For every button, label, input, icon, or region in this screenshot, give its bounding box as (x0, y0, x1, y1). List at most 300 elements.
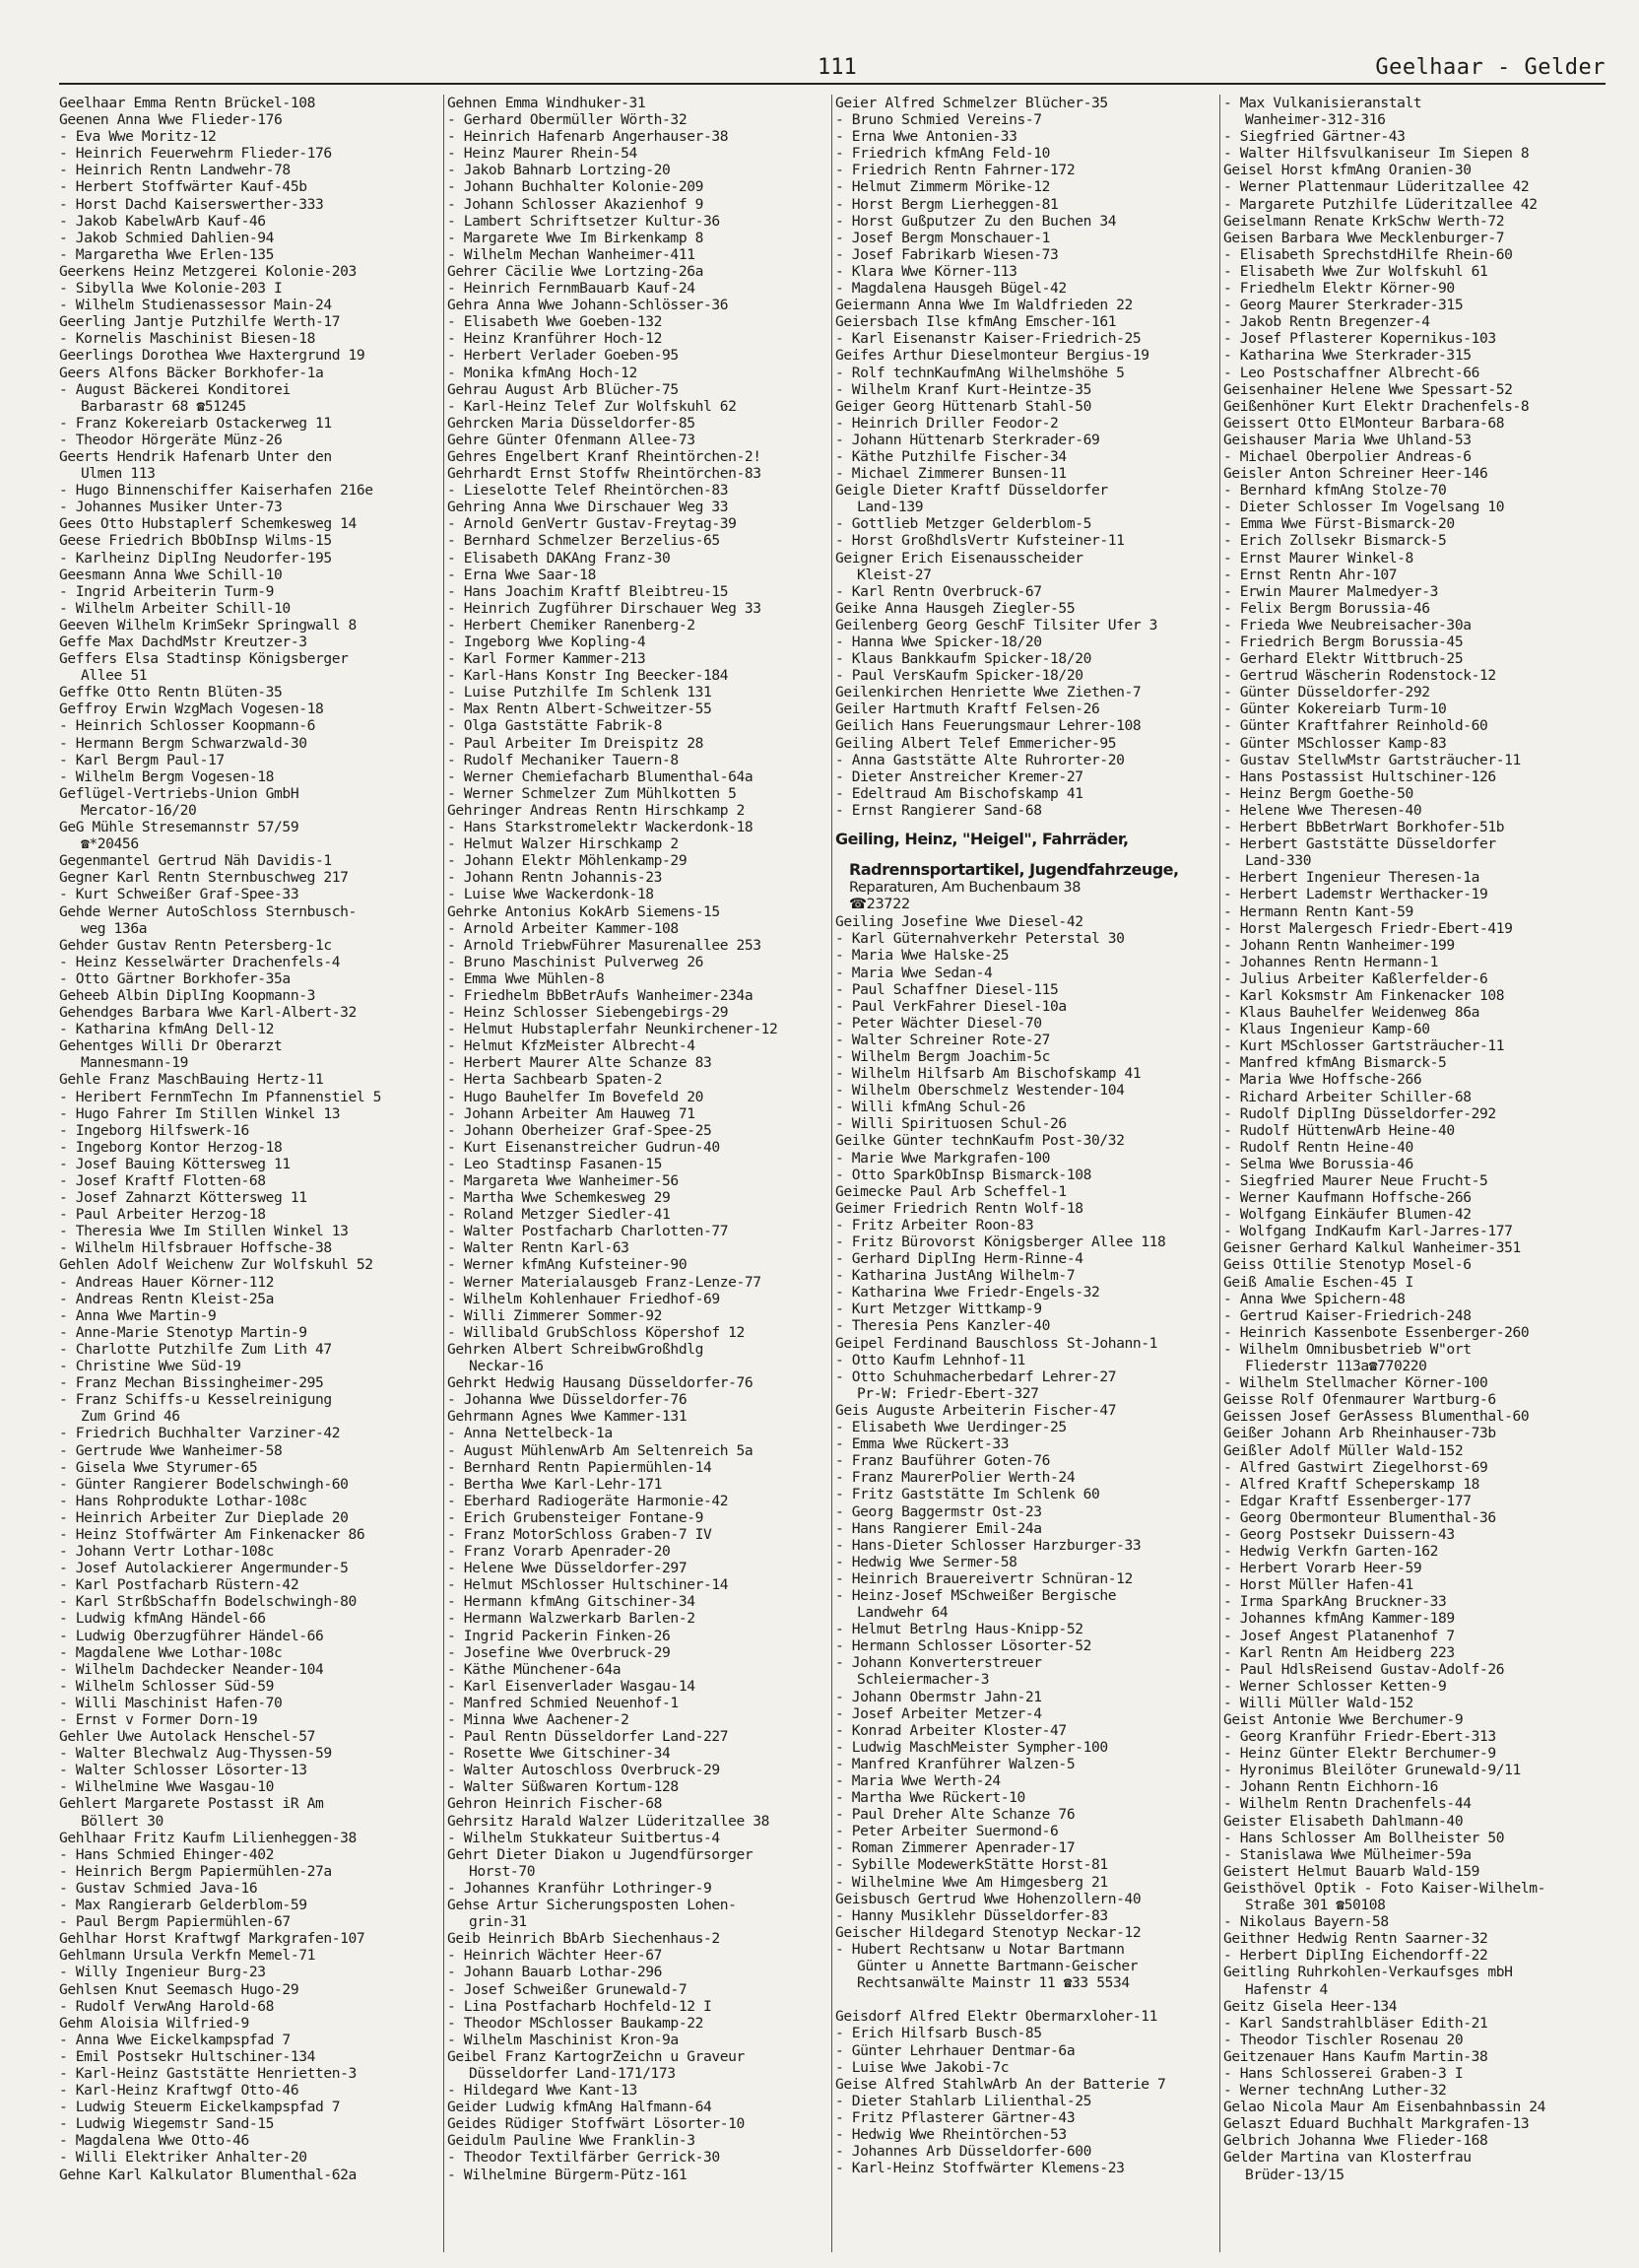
directory-entry: - Theodor Hörgeräte Münz-26 (59, 431, 283, 448)
directory-entry: - Otto Gärtner Borkhofer-35a (59, 969, 291, 987)
directory-entry: - Paul Rentn Düsseldorfer Land-227 (447, 1728, 729, 1746)
directory-entry: - Helmut Betrlng Haus-Knipp-52 (835, 1621, 1083, 1638)
column-divider (1219, 95, 1220, 2252)
directory-entry: Gehnen Emma Windhuker-31 (447, 95, 646, 111)
directory-entry: - Helene Wwe Düsseldorfer-297 (447, 1560, 688, 1577)
directory-entry: - Johann Elektr Möhlenkamp-29 (447, 852, 688, 870)
directory-entry: - Horst Müller Hafen-41 (1223, 1576, 1413, 1594)
directory-entry: - Bernhard Schmelzer Berzelius-65 (447, 532, 720, 550)
directory-entry: Böllert 30 (81, 1812, 164, 1830)
directory-entry: grin-31 (469, 1913, 527, 1931)
directory-entry: - Elisabeth SprechstdHilfe Rhein-60 (1223, 245, 1513, 263)
directory-entry: - Herbert Chemiker Ranenberg-2 (447, 616, 695, 634)
directory-entry: - Jakob Bahnarb Lortzing-20 (447, 162, 671, 179)
directory-entry: Geipel Ferdinand Bauschloss St-Johann-1 (835, 1334, 1158, 1352)
directory-entry: Gehlhaar Fritz Kaufm Lilienheggen-38 (59, 1829, 357, 1846)
directory-entry: - Jakob Rentn Bregenzer-4 (1223, 313, 1430, 331)
directory-entry: Geibel Franz KartogrZeichn u Graveur (447, 2047, 745, 2065)
directory-entry: Geiling, Heinz, "Heigel", Fahrräder, (835, 830, 1129, 849)
directory-entry: Gehlhar Horst Kraftwgf Markgrafen-107 (59, 1930, 365, 1948)
directory-entry: Kleist-27 (857, 566, 932, 583)
directory-entry: Allee 51 (81, 667, 148, 685)
directory-entry: Zum Grind 46 (81, 1408, 180, 1426)
directory-entry: Gehentges Willi Dr Oberarzt (59, 1037, 283, 1055)
directory-entry: - Wilhelm Maschinist Kron-9a (447, 2031, 679, 2048)
directory-entry: - Günter MSchlosser Kamp-83 (1223, 734, 1447, 752)
directory-entry: - Heinz Bergm Goethe-50 (1223, 784, 1413, 802)
directory-entry: - Ingeborg Kontor Herzog-18 (59, 1138, 283, 1156)
directory-entry: - Karl Bergm Paul-17 (59, 751, 225, 768)
directory-entry: - Johanna Wwe Düsseldorfer-76 (447, 1391, 688, 1409)
directory-entry: - Anna Gaststätte Alte Ruhrorter-20 (835, 751, 1125, 768)
directory-entry: - Hermann kfmAng Gitschiner-34 (447, 1593, 695, 1611)
directory-entry: Gehlen Adolf Weichenw Zur Wolfskuhl 52 (59, 1256, 373, 1274)
directory-entry: - Karl-Heinz Stoffwärter Klemens-23 (835, 2160, 1125, 2177)
directory-entry: Geifes Arthur Dieselmonteur Bergius-19 (835, 347, 1149, 365)
header-rule (59, 83, 1606, 85)
directory-entry: Gehlmann Ursula Verkfn Memel-71 (59, 1947, 315, 1965)
directory-entry: - Ernst v Former Dorn-19 (59, 1711, 258, 1728)
directory-entry: - Arnold GenVertr Gustav-Freytag-39 (447, 515, 737, 533)
directory-entry: Gehre Günter Ofenmann Allee-73 (447, 431, 695, 448)
directory-entry: Geesmann Anna Wwe Schill-10 (59, 566, 283, 583)
directory-entry: Gehrhardt Ernst Stoffw Rheintörchen-83 (447, 465, 761, 483)
directory-entry: - Heinrich Rentn Landwehr-78 (59, 162, 291, 179)
directory-entry: Geisen Barbara Wwe Mecklenburger-7 (1223, 229, 1505, 246)
directory-entry: - Johann Rentn Wanheimer-199 (1223, 936, 1455, 954)
directory-entry: - Herbert BbBetrWart Borkhofer-51b (1223, 819, 1505, 836)
directory-entry: - Roland Metzger Siedler-41 (447, 1206, 671, 1224)
directory-entry: - Max Rentn Albert-Schweitzer-55 (447, 700, 712, 718)
directory-entry: - Heinrich Bergm Papiermühlen-27a (59, 1862, 332, 1880)
directory-entry: - Franz MotorSchloss Graben-7 IV (447, 1525, 712, 1543)
directory-entry: Gehres Engelbert Kranf Rheintörchen-2! (447, 447, 761, 465)
directory-entry: - Erich Grubensteiger Fontane-9 (447, 1508, 703, 1526)
directory-entry: - Josef Arbeiter Metzer-4 (835, 1704, 1042, 1722)
directory-entry: Geithner Hedwig Rentn Saarner-32 (1223, 1930, 1488, 1948)
directory-entry: Geiling Josefine Wwe Diesel-42 (835, 913, 1083, 931)
directory-entry: Geissen Josef GerAssess Blumenthal-60 (1223, 1408, 1530, 1426)
directory-entry: Gehrt Dieter Diakon u Jugendfürsorger (447, 1845, 754, 1863)
directory-entry: - Friedrich kfmAng Feld-10 (835, 145, 1051, 163)
directory-entry: - Georg Kranführ Friedr-Ebert-313 (1223, 1728, 1496, 1746)
directory-entry: - Gustav StellwMstr Gartsträucher-11 (1223, 751, 1521, 768)
directory-entry: - Josefine Wwe Overbruck-29 (447, 1643, 671, 1661)
directory-entry: - Ludwig kfmAng Händel-66 (59, 1610, 266, 1628)
directory-entry: - Hanny Musiklehr Düsseldorfer-83 (835, 1906, 1108, 1924)
directory-entry: - Gustav Schmied Java-16 (59, 1879, 258, 1897)
directory-entry: - Magdalena Wwe Otto-46 (59, 2132, 249, 2150)
directory-entry: - Willi Zimmerer Sommer-92 (447, 1306, 663, 1324)
directory-entry: - Dieter Schlosser Im Vogelsang 10 (1223, 499, 1505, 516)
directory-column-4 (1223, 95, 1606, 2252)
directory-entry: - Bernhard kfmAng Stolze-70 (1223, 482, 1447, 500)
directory-entry: Neckar-16 (469, 1358, 544, 1375)
directory-entry: - Michael Zimmerer Bunsen-11 (835, 465, 1067, 483)
directory-entry: Geerlings Dorothea Wwe Haxtergrund 19 (59, 347, 365, 365)
directory-entry: Geiersbach Ilse kfmAng Emscher-161 (835, 313, 1117, 331)
directory-entry: - Friedrich Bergm Borussia-45 (1223, 634, 1464, 650)
directory-entry: - Herbert DiplIng Eichendorff-22 (1223, 1947, 1488, 1965)
directory-entry: - Herbert Vorarb Heer-59 (1223, 1560, 1422, 1577)
directory-entry: - Josef Autolackierer Angermunder-5 (59, 1560, 349, 1577)
directory-entry: - Otto Kaufm Lehnhof-11 (835, 1351, 1025, 1368)
directory-entry: - Werner Kaufmann Hoffsche-266 (1223, 1189, 1472, 1207)
directory-entry: - Heinz Kranführer Hoch-12 (447, 330, 663, 348)
directory-entry: - Walter Schreiner Rote-27 (835, 1031, 1051, 1048)
directory-entry: - Theodor Textilfärber Gerrick-30 (447, 2149, 720, 2167)
directory-entry: - Willi Maschinist Hafen-70 (59, 1694, 283, 1711)
directory-entry: Geitling Ruhrkohlen-Verkaufsges mbH (1223, 1964, 1513, 1981)
directory-entry: - Klaus Bankkaufm Spicker-18/20 (835, 650, 1091, 668)
directory-entry: - Kurt Schweißer Graf-Spee-33 (59, 886, 299, 903)
directory-entry: - Julius Arbeiter Kaßlerfelder-6 (1223, 969, 1488, 987)
directory-entry: - Karl Rentn Am Heidberg 223 (1223, 1643, 1455, 1661)
directory-entry: - Paul Dreher Alte Schanze 76 (835, 1806, 1076, 1824)
directory-entry: Geffroy Erwin WzgMach Vogesen-18 (59, 700, 324, 718)
directory-entry (835, 1991, 1215, 2008)
directory-entry: Geisel Horst kfmAng Oranien-30 (1223, 162, 1472, 179)
directory-entry: - Helmut Walzer Hirschkamp 2 (447, 835, 679, 853)
directory-entry: - Ludwig Wiegemstr Sand-15 (59, 2115, 275, 2133)
directory-entry: - Eberhard Radiogeräte Harmonie-42 (447, 1492, 729, 1509)
directory-entry: - Heinrich Arbeiter Zur Dieplade 20 (59, 1508, 349, 1526)
directory-entry: - Hermann Schlosser Lösorter-52 (835, 1637, 1091, 1655)
directory-entry: GeG Mühle Stresemannstr 57/59 (59, 819, 299, 836)
directory-entry: - Käthe Münchener-64a (447, 1660, 622, 1678)
directory-entry: - Ernst Rangierer Sand-68 (835, 801, 1042, 819)
directory-entry: - Hans Starkstromelektr Wackerdonk-18 (447, 819, 754, 836)
directory-entry: - Wilhelm Oberschmelz Westender-104 (835, 1082, 1125, 1100)
directory-entry: - Elisabeth Wwe Goeben-132 (447, 313, 663, 331)
directory-entry: Geitzenauer Hans Kaufm Martin-38 (1223, 2047, 1488, 2065)
directory-entry: Geider Ludwig kfmAng Halfmann-64 (447, 2099, 712, 2116)
directory-entry: - Theresia Pens Kanzler-40 (835, 1317, 1051, 1335)
directory-entry: - Maria Wwe Halske-25 (835, 947, 1010, 965)
directory-entry: - Ernst Rentn Ahr-107 (1223, 566, 1398, 583)
directory-entry: Landwehr 64 (857, 1604, 949, 1622)
directory-entry: - Leo Stadtinsp Fasanen-15 (447, 1155, 663, 1172)
directory-entry: Geffke Otto Rentn Blüten-35 (59, 684, 283, 701)
directory-entry: - Kurt Metzger Wittkamp-9 (835, 1301, 1042, 1318)
directory-entry: - Luise Wwe Wackerdonk-18 (447, 886, 654, 903)
directory-entry: - Klaus Bauhelfer Weidenweg 86a (1223, 1004, 1479, 1022)
directory-entry: - Georg Obermonteur Blumenthal-36 (1223, 1508, 1496, 1526)
directory-entry: Rechtsanwälte Mainstr 11 ☎33 5534 (857, 1974, 1130, 1992)
directory-entry: - August Bäckerei Konditorei (59, 380, 291, 398)
directory-entry: Gehringer Andreas Rentn Hirschkamp 2 (447, 801, 745, 819)
directory-entry: - Werner Plattenmaur Lüderitzallee 42 (1223, 178, 1530, 196)
directory-entry: - Margaretha Wwe Erlen-135 (59, 245, 275, 263)
directory-entry: - Willi kfmAng Schul-26 (835, 1099, 1025, 1116)
directory-entry: - Rosette Wwe Gitschiner-34 (447, 1745, 671, 1763)
directory-entry: - Theodor MSchlosser Baukamp-22 (447, 2014, 703, 2032)
directory-entry: Gehlsen Knut Seemasch Hugo-29 (59, 1980, 299, 1998)
directory-entry: Geeven Wilhelm KrimSekr Springwall 8 (59, 616, 357, 634)
directory-entry: - Gertrud Kaiser-Friedrich-248 (1223, 1306, 1472, 1324)
directory-entry: - Karl-Heinz Gaststätte Henrietten-3 (59, 2064, 357, 2082)
directory-entry: - Franz Schiffs-u Kesselreinigung (59, 1391, 332, 1409)
directory-entry: - Helmut Zimmerm Mörike-12 (835, 178, 1051, 196)
directory-entry: - Ernst Maurer Winkel-8 (1223, 549, 1413, 567)
directory-entry: - Karlheinz DiplIng Neudorfer-195 (59, 549, 332, 567)
directory-entry: Gehrmann Agnes Wwe Kammer-131 (447, 1408, 688, 1426)
directory-column-3 (835, 95, 1215, 2252)
directory-entry: Gehder Gustav Rentn Petersberg-1c (59, 936, 332, 954)
column-divider (831, 95, 832, 2252)
directory-entry: - Karl StrßbSchaffn Bodelschwingh-80 (59, 1593, 357, 1611)
directory-entry: Geigle Dieter Kraftf Düsseldorfer (835, 482, 1108, 500)
directory-entry: Gehra Anna Wwe Johann-Schlösser-36 (447, 297, 729, 314)
directory-entry: - Karl-Heinz Kraftwgf Otto-46 (59, 2082, 299, 2100)
directory-entry: - Werner Schlosser Ketten-9 (1223, 1677, 1447, 1695)
directory-entry: - Gisela Wwe Styrumer-65 (59, 1458, 258, 1476)
directory-entry: - Hedwig Verkfn Garten-162 (1223, 1543, 1439, 1561)
directory-entry: - Willibald GrubSchloss Köpershof 12 (447, 1323, 745, 1341)
directory-entry: Geisenhainer Helene Wwe Spessart-52 (1223, 380, 1513, 398)
directory-entry: - Emma Wwe Rückert-33 (835, 1435, 1010, 1453)
directory-entry: - Johann Arbeiter Am Hauweg 71 (447, 1104, 695, 1122)
directory-entry: - Siegfried Gärtner-43 (1223, 128, 1406, 146)
directory-entry: - Rudolf Rentn Heine-40 (1223, 1138, 1413, 1156)
directory-entry: - Herbert Gaststätte Düsseldorfer (1223, 835, 1496, 853)
directory-entry: - Heinz Maurer Rhein-54 (447, 145, 637, 163)
directory-entry: - Heinrich Kassenbote Essenberger-260 (1223, 1323, 1530, 1341)
directory-entry: - Elisabeth Wwe Uerdinger-25 (835, 1419, 1067, 1436)
directory-entry: Gehron Heinrich Fischer-68 (447, 1795, 663, 1813)
directory-entry: Land-330 (1245, 852, 1312, 870)
directory-entry: Gehrken Albert SchreibwGroßhdlg (447, 1340, 703, 1358)
directory-entry: - Bruno Maschinist Pulverweg 26 (447, 953, 703, 970)
directory-entry: - Luise Wwe Jakobi-7c (835, 2058, 1010, 2076)
directory-entry: - Franz Mechan Bissingheimer-295 (59, 1374, 324, 1392)
directory-entry: Geisthövel Optik - Foto Kaiser-Wilhelm- (1223, 1879, 1546, 1897)
directory-entry: - Nikolaus Bayern-58 (1223, 1913, 1389, 1931)
directory-entry: - Franz Kokereiarb Ostackerweg 11 (59, 414, 332, 432)
directory-entry: - Karl Eisenverlader Wasgau-14 (447, 1677, 695, 1695)
directory-entry: Straße 301 ☎50108 (1245, 1897, 1386, 1914)
directory-entry: Gegenmantel Gertrud Näh Davidis-1 (59, 852, 332, 870)
directory-entry: - Lina Postfacharb Hochfeld-12 I (447, 1997, 712, 2015)
directory-entry: - Elisabeth DAKAng Franz-30 (447, 549, 671, 567)
directory-entry: - Siegfried Maurer Neue Frucht-5 (1223, 1172, 1488, 1189)
directory-entry: Geißler Adolf Müller Wald-152 (1223, 1441, 1464, 1459)
directory-entry: - Paul Arbeiter Im Dreispitz 28 (447, 734, 703, 752)
directory-entry: Geerts Hendrik Hafenarb Unter den (59, 447, 332, 465)
directory-entry: - Wilhelm Hilfsarb Am Bischofskamp 41 (835, 1065, 1142, 1083)
directory-entry: Geist Antonie Wwe Berchumer-9 (1223, 1711, 1464, 1728)
page-number: 111 (818, 55, 857, 80)
directory-entry: - Stanislawa Wwe Mülheimer-59a (1223, 1845, 1472, 1863)
directory-entry: Gehrke Antonius KokArb Siemens-15 (447, 902, 720, 920)
directory-entry: - Wilhelmine Bürgerm-Pütz-161 (447, 2166, 688, 2183)
directory-entry: - Günter Rangierer Bodelschwingh-60 (59, 1475, 349, 1493)
directory-entry: - Johannes Arb Düsseldorfer-600 (835, 2143, 1091, 2161)
directory-entry: - Günter Düsseldorfer-292 (1223, 684, 1430, 701)
directory-entry: - Erna Wwe Antonien-33 (835, 128, 1017, 146)
directory-entry: - Richard Arbeiter Schiller-68 (1223, 1088, 1472, 1105)
directory-entry: Geissert Otto ElMonteur Barbara-68 (1223, 414, 1505, 432)
directory-entry: - Leo Postschaffner Albrecht-66 (1223, 364, 1479, 381)
directory-entry: Geisler Anton Schreiner Heer-146 (1223, 465, 1488, 483)
directory-entry: - Johann Bauarb Lothar-296 (447, 1964, 663, 1981)
directory-entry: Geffe Max DachdMstr Kreutzer-3 (59, 634, 307, 650)
directory-entry: Geerling Jantje Putzhilfe Werth-17 (59, 313, 341, 331)
directory-entry: - Bertha Wwe Karl-Lehr-171 (447, 1475, 663, 1493)
directory-entry: - Karl Eisenanstr Kaiser-Friedrich-25 (835, 330, 1142, 348)
directory-entry: - Wilhelm Stukkateur Suitbertus-4 (447, 1829, 720, 1846)
directory-entry: - Horst GroßhdlsVertr Kufsteiner-11 (835, 532, 1125, 550)
directory-entry: - Manfred Schmied Neuenhof-1 (447, 1694, 679, 1711)
directory-entry: Geißenhöner Kurt Elektr Drachenfels-8 (1223, 397, 1530, 415)
directory-entry: - Helmut Hubstaplerfahr Neunkirchener-12 (447, 1021, 778, 1038)
directory-entry: - Heinz Stoffwärter Am Finkenacker 86 (59, 1525, 365, 1543)
directory-entry: - Horst Gußputzer Zu den Buchen 34 (835, 212, 1117, 230)
directory-entry: - Walter Süßwaren Kortum-128 (447, 1778, 679, 1796)
directory-entry: - Arnold TriebwFührer Masurenallee 253 (447, 936, 761, 954)
directory-entry: Geimecke Paul Arb Scheffel-1 (835, 1182, 1067, 1200)
directory-entry: - Klara Wwe Körner-113 (835, 262, 1017, 280)
directory-entry: - Paul VerkFahrer Diesel-10a (835, 997, 1067, 1015)
directory-entry: - Wilhelm Omnibusbetrieb W"ort (1223, 1340, 1472, 1358)
directory-entry: - Fritz Pflasterer Gärtner-43 (835, 2108, 1076, 2126)
directory-entry: Geilenberg Georg GeschF Tilsiter Ufer 3 (835, 616, 1158, 634)
directory-entry: - Franz Bauführer Goten-76 (835, 1452, 1051, 1470)
directory-entry: - Manfred kfmAng Bismarck-5 (1223, 1054, 1447, 1072)
directory-entry: - Anna Wwe Eickelkampspfad 7 (59, 2031, 291, 2048)
directory-entry: - Margarete Wwe Im Birkenkamp 8 (447, 229, 703, 246)
directory-entry: - Karl Koksmstr Am Finkenacker 108 (1223, 986, 1505, 1004)
directory-entry: - Paul HdlsReisend Gustav-Adolf-26 (1223, 1660, 1505, 1678)
directory-entry: Gehendges Barbara Wwe Karl-Albert-32 (59, 1004, 357, 1022)
directory-entry: - Josef Pflasterer Kopernikus-103 (1223, 330, 1496, 348)
directory-entry: Geilke Günter technKaufm Post-30/32 (835, 1132, 1125, 1150)
directory-entry: Geers Alfons Bäcker Borkhofer-1a (59, 364, 324, 381)
directory-entry: - Günter Lehrhauer Dentmar-6a (835, 2041, 1076, 2059)
directory-entry: - Martha Wwe Schemkesweg 29 (447, 1189, 671, 1207)
directory-entry: Geiler Hartmuth Kraftf Felsen-26 (835, 700, 1100, 718)
directory-entry: Mannesmann-19 (81, 1054, 189, 1072)
directory-entry: - Heinz Schlosser Siebengebirgs-29 (447, 1004, 729, 1022)
directory-entry: - Herbert Lademstr Werthacker-19 (1223, 886, 1488, 903)
directory-entry: Geishauser Maria Wwe Uhland-53 (1223, 431, 1472, 448)
directory-entry: - Hans Schlosserei Graben-3 I (1223, 2064, 1464, 2082)
directory-entry: - Kurt MSchlosser Gartsträucher-11 (1223, 1037, 1505, 1055)
directory-entry: - Walter Autoschloss Overbruck-29 (447, 1762, 720, 1779)
directory-entry: - Heinrich Wächter Heer-67 (447, 1947, 663, 1965)
directory-entry: Geistert Helmut Bauarb Wald-159 (1223, 1862, 1479, 1880)
directory-entry: - Georg Maurer Sterkrader-315 (1223, 297, 1464, 314)
directory-entry: - Wilhelm Bergm Joachim-5c (835, 1047, 1051, 1065)
directory-entry: - Sybille ModewerkStätte Horst-81 (835, 1856, 1108, 1874)
directory-entry: - Günter Kraftfahrer Reinhold-60 (1223, 717, 1488, 735)
directory-entry: - Herbert Maurer Alte Schanze 83 (447, 1054, 712, 1072)
directory-entry: - Paul VersKaufm Spicker-18/20 (835, 667, 1083, 685)
directory-entry: - Maria Wwe Sedan-4 (835, 964, 993, 981)
directory-entry: Geister Elisabeth Dahlmann-40 (1223, 1812, 1464, 1830)
directory-entry: Geißer Johann Arb Rheinhauser-73b (1223, 1425, 1496, 1442)
directory-entry: - Maria Wwe Hoffsche-266 (1223, 1071, 1422, 1089)
directory-entry: Geerkens Heinz Metzgerei Kolonie-203 (59, 262, 357, 280)
directory-entry: - Sibylla Wwe Kolonie-203 I (59, 280, 283, 298)
directory-entry: - Karl Rentn Overbruck-67 (835, 582, 1042, 600)
directory-entry: - Maria Wwe Werth-24 (835, 1772, 1001, 1789)
directory-entry: - Gerhard Elektr Wittbruch-25 (1223, 650, 1464, 668)
directory-entry: Gehde Werner AutoSchloss Sternbusch- (59, 902, 357, 920)
directory-entry: Gelaszt Eduard Buchhalt Markgrafen-13 (1223, 2115, 1530, 2133)
directory-entry: - Helmut KfzMeister Albrecht-4 (447, 1037, 695, 1055)
directory-entry: Geilich Hans Feuerungsmaur Lehrer-108 (835, 717, 1142, 735)
directory-entry: - Josef Schweißer Grunewald-7 (447, 1980, 688, 1998)
directory-entry: - Edgar Kraftf Essenberger-177 (1223, 1492, 1472, 1509)
directory-entry: - Otto Schuhmacherbedarf Lehrer-27 (835, 1367, 1117, 1385)
directory-entry: - Magdalena Hausgeh Bügel-42 (835, 280, 1067, 298)
directory-entry: - Johann Hüttenarb Sterkrader-69 (835, 431, 1100, 448)
directory-entry: - Marie Wwe Markgrafen-100 (835, 1149, 1051, 1167)
directory-entry: - Karl Güternahverkehr Peterstal 30 (835, 930, 1125, 948)
directory-entry: - Hugo Bauhelfer Im Bovefeld 20 (447, 1088, 703, 1105)
directory-entry: - Margarete Putzhilfe Lüderitzallee 42 (1223, 195, 1538, 213)
directory-entry: Gegner Karl Rentn Sternbuschweg 217 (59, 869, 349, 887)
directory-entry: - Hyronimus Bleilöter Grunewald-9/11 (1223, 1762, 1521, 1779)
directory-entry: - Erna Wwe Saar-18 (447, 566, 596, 583)
directory-entry: Gehring Anna Wwe Dirschauer Weg 33 (447, 499, 729, 516)
directory-entry: Gehrer Cäcilie Wwe Lortzing-26a (447, 262, 703, 280)
directory-entry: - Andreas Hauer Körner-112 (59, 1273, 275, 1291)
directory-entry: - Friedhelm Elektr Körner-90 (1223, 280, 1455, 298)
directory-entry: - Johann Buchhalter Kolonie-209 (447, 178, 703, 196)
directory-entry: Geier Alfred Schmelzer Blücher-35 (835, 95, 1108, 111)
directory-entry: Gelao Nicola Maur Am Eisenbahnbassin 24 (1223, 2099, 1546, 2116)
directory-entry: - Herta Sachbearb Spaten-2 (447, 1071, 663, 1089)
directory-entry: - Emma Wwe Fürst-Bismarck-20 (1223, 515, 1455, 533)
directory-entry: Geisse Rolf Ofenmaurer Wartburg-6 (1223, 1391, 1496, 1409)
directory-entry: - Emil Postsekr Hultschiner-134 (59, 2047, 315, 2065)
directory-entry: - Josef Bergm Monschauer-1 (835, 229, 1051, 246)
directory-entry: - Walter Hilfsvulkaniseur Im Siepen 8 (1223, 145, 1530, 163)
directory-entry: - Wilhelm Mechan Wanheimer-411 (447, 245, 695, 263)
directory-entry: Wanheimer-312-316 (1245, 111, 1386, 129)
directory-entry: - Josef Kraftf Flotten-68 (59, 1172, 266, 1189)
running-head: Geelhaar - Gelder (1375, 55, 1606, 80)
directory-entry: - Hermann Bergm Schwarzwald-30 (59, 734, 307, 752)
directory-entry: Mercator-16/20 (81, 801, 197, 819)
directory-entry: Geffers Elsa Stadtinsp Königsberger (59, 650, 349, 668)
directory-entry: Geischer Hildegard Stenotyp Neckar-12 (835, 1923, 1142, 1941)
directory-entry: - Dieter Stahlarb Lilienthal-25 (835, 2092, 1091, 2109)
directory-entry: weg 136a (81, 919, 148, 937)
directory-entry: - Theresia Wwe Im Stillen Winkel 13 (59, 1223, 349, 1240)
directory-entry: - Heinz-Josef MSchweißer Bergische (835, 1586, 1117, 1604)
directory-entry: Geimer Friedrich Rentn Wolf-18 (835, 1199, 1083, 1217)
directory-entry: Gees Otto Hubstaplerf Schemkesweg 14 (59, 515, 357, 533)
directory-entry: - Werner technAng Luther-32 (1223, 2082, 1447, 2100)
directory-entry: - Rudolf Mechaniker Tauern-8 (447, 751, 679, 768)
directory-entry: - Herbert Stoffwärter Kauf-45b (59, 178, 307, 196)
directory-entry: Gehrcken Maria Düsseldorfer-85 (447, 414, 695, 432)
directory-entry: - Otto SparkObInsp Bismarck-108 (835, 1166, 1091, 1183)
directory-entry: - Johann Obermstr Jahn-21 (835, 1688, 1042, 1705)
directory-entry: - Roman Zimmerer Apenrader-17 (835, 1839, 1076, 1857)
directory-entry: Horst-70 (469, 1862, 536, 1880)
directory-entry: - Lieselotte Telef Rheintörchen-83 (447, 482, 729, 500)
directory-entry: - Paul Arbeiter Herzog-18 (59, 1206, 266, 1224)
directory-entry: - Anna Wwe Spichern-48 (1223, 1290, 1406, 1307)
directory-entry: - Franz MaurerPolier Werth-24 (835, 1469, 1076, 1487)
directory-entry: - Rudolf HüttenwArb Heine-40 (1223, 1121, 1455, 1139)
directory-entry: - Ingeborg Hilfswerk-16 (59, 1121, 249, 1139)
column-divider (443, 95, 444, 2252)
